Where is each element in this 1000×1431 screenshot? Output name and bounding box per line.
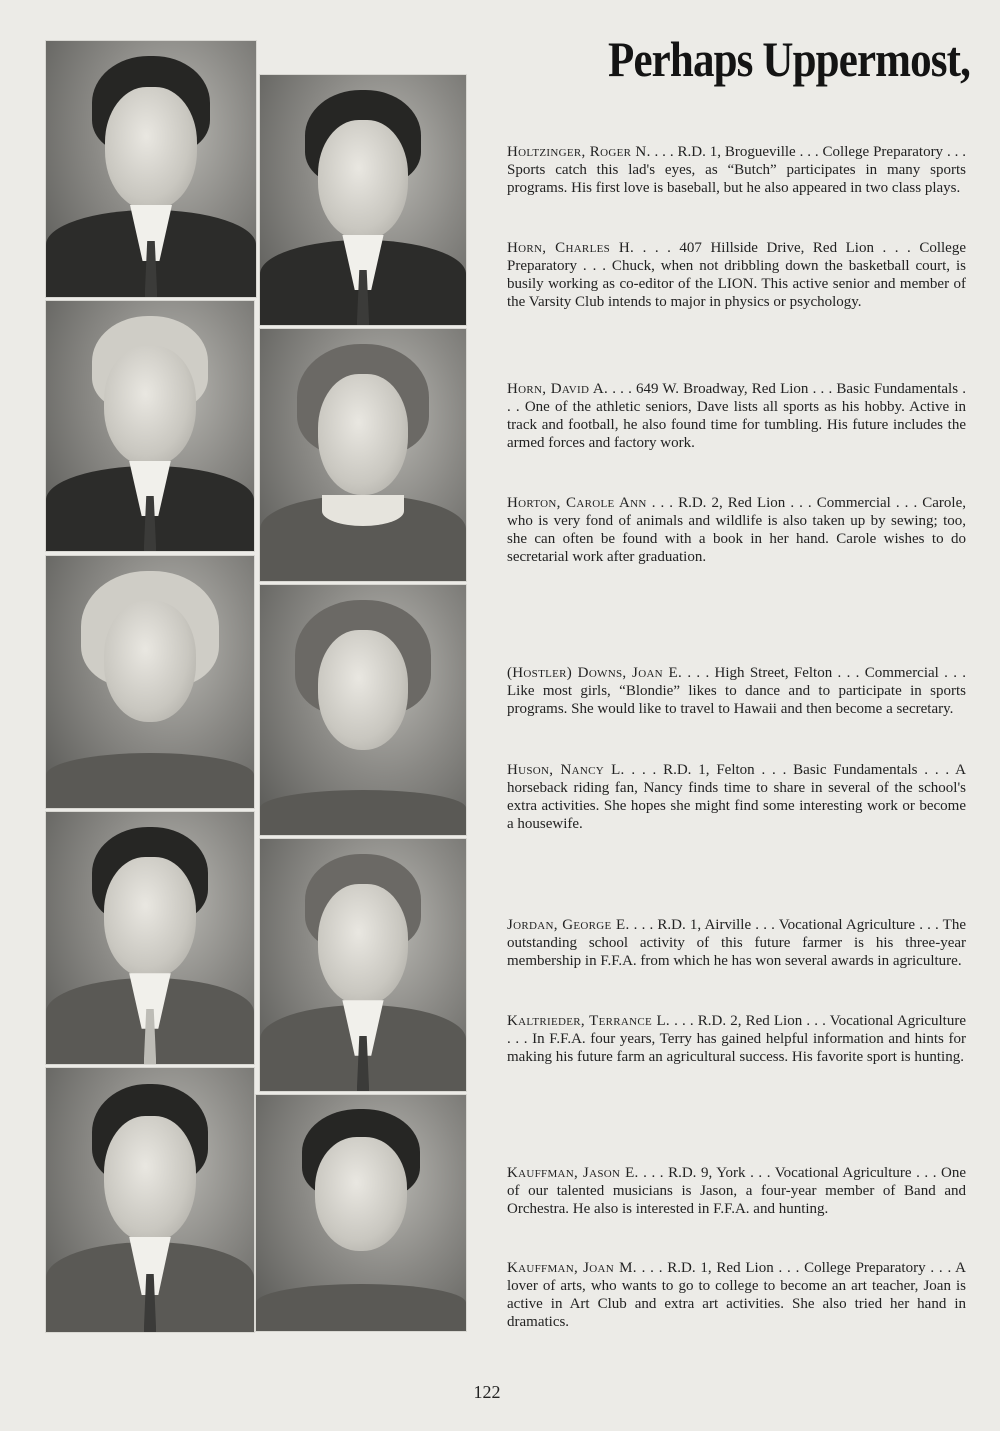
entry-text: . . . R.D. 9, York . . . Vocational Agriculture . . . One of our talented musicians is Jason, a four-year member of Band and Orchestra. He also is interested in F.F.A. and hunting. bbox=[507, 1165, 966, 1218]
entry-name: (Hostler) Downs, Joan E. bbox=[507, 665, 683, 681]
entry-kaltrieder-terrance bbox=[507, 1012, 966, 1066]
entry-horn-charles bbox=[507, 239, 966, 311]
entry-text: . . . R.D. 1, Brogueville . . . College Preparatory . . . Sports catch this lad's eyes, as “Butch” participates in many sports programs. His first love is baseball, but he also appeared in two class plays. bbox=[507, 144, 967, 197]
portrait-kauffman-joan bbox=[255, 1094, 467, 1332]
entry-kauffman-jason bbox=[507, 1164, 966, 1218]
portrait-kaltrieder-terrance bbox=[259, 838, 467, 1092]
portrait-huson-nancy bbox=[259, 584, 467, 836]
entry-name: Horn, Charles H. bbox=[507, 240, 635, 256]
entry-text: . . . R.D. 2, Red Lion . . . Vocational Agriculture . . . In F.F.A. four years, Terry has gained helpful information and hints for making his future farm an agricultural success. His favorite sport is hunting. bbox=[507, 1013, 967, 1066]
portrait-horn-charles bbox=[259, 74, 467, 326]
entry-huson-nancy bbox=[507, 761, 966, 833]
entry-holtzinger-roger bbox=[507, 143, 966, 197]
entry-name: Kauffman, Joan M. bbox=[507, 1260, 637, 1276]
portrait-jordan-george bbox=[45, 811, 255, 1065]
entry-name: Kaltrieder, Terrance L. bbox=[507, 1013, 670, 1029]
entry-text: . . . High Street, Felton . . . Commercial . . . Like most girls, “Blondie” likes to dance and to participate in sports programs. She would like to travel to Hawaii and then become a secretary. bbox=[507, 665, 967, 718]
entry-hostler-downs-joan bbox=[507, 664, 966, 718]
entry-text: . . . R.D. 1, Airville . . . Vocational Agriculture . . . The outstanding school activity of this future farmer is his three-year membership in F.F.A. from which he has won several awards in agriculture. bbox=[507, 917, 966, 970]
portrait-horton-carole bbox=[259, 328, 467, 582]
entry-name: Jordan, George E. bbox=[507, 917, 630, 933]
entry-text: . . . 407 Hillside Drive, Red Lion . . . College Preparatory . . . Chuck, when not dribbling down the basketball court, is busily working as co-editor of the LION. This active senior and member of the Varsity Club intends to major in physics or psychology. bbox=[507, 240, 966, 311]
entry-name: Horton, Carole Ann bbox=[507, 495, 647, 511]
entry-text: . . . R.D. 1, Red Lion . . . College Preparatory . . . A lover of arts, who wants to go to college to become an art teacher, Joan is active in Art Club and extra art activities. She also tried her hand in dramatics. bbox=[507, 1260, 966, 1331]
page-number: 122 bbox=[473, 1382, 501, 1402]
entry-jordan-george bbox=[507, 916, 966, 970]
portrait-kauffman-jason bbox=[45, 1067, 255, 1333]
entry-kauffman-joan bbox=[507, 1259, 966, 1331]
portrait-hostler-downs-joan bbox=[45, 555, 255, 809]
portrait-horn-david bbox=[45, 300, 255, 552]
entry-name: Kauffman, Jason E. bbox=[507, 1165, 639, 1181]
entry-text: . . . R.D. 1, Felton . . . Basic Fundamentals . . . A horseback riding fan, Nancy finds time to share in several of the school's extra activities. She hopes she might find some interesting work or become a housewife. bbox=[507, 762, 966, 833]
entry-name: Huson, Nancy L. bbox=[507, 762, 625, 778]
entry-text: . . . 649 W. Broadway, Red Lion . . . Basic Fundamentals . . . One of the athletic seniors, Dave lists all sports as his hobby. Active in track and football, he also found time for tumbling. His future includes the armed forces and factory work. bbox=[507, 381, 966, 452]
entry-text: . . . R.D. 2, Red Lion . . . Commercial . . . Carole, who is very fond of animals and wildlife is also taken up by sewing; too, she can often be found with a book in her hand. Carole wishes to do secretarial work after graduation. bbox=[507, 495, 966, 566]
entry-name: Horn, David A. bbox=[507, 381, 609, 397]
portrait-holtzinger-roger bbox=[45, 40, 257, 298]
entry-name: Holtzinger, Roger N. bbox=[507, 144, 651, 160]
entry-horn-david bbox=[507, 380, 966, 452]
entry-horton-carole bbox=[507, 494, 966, 566]
page-title: Perhaps Uppermost, bbox=[608, 31, 970, 87]
